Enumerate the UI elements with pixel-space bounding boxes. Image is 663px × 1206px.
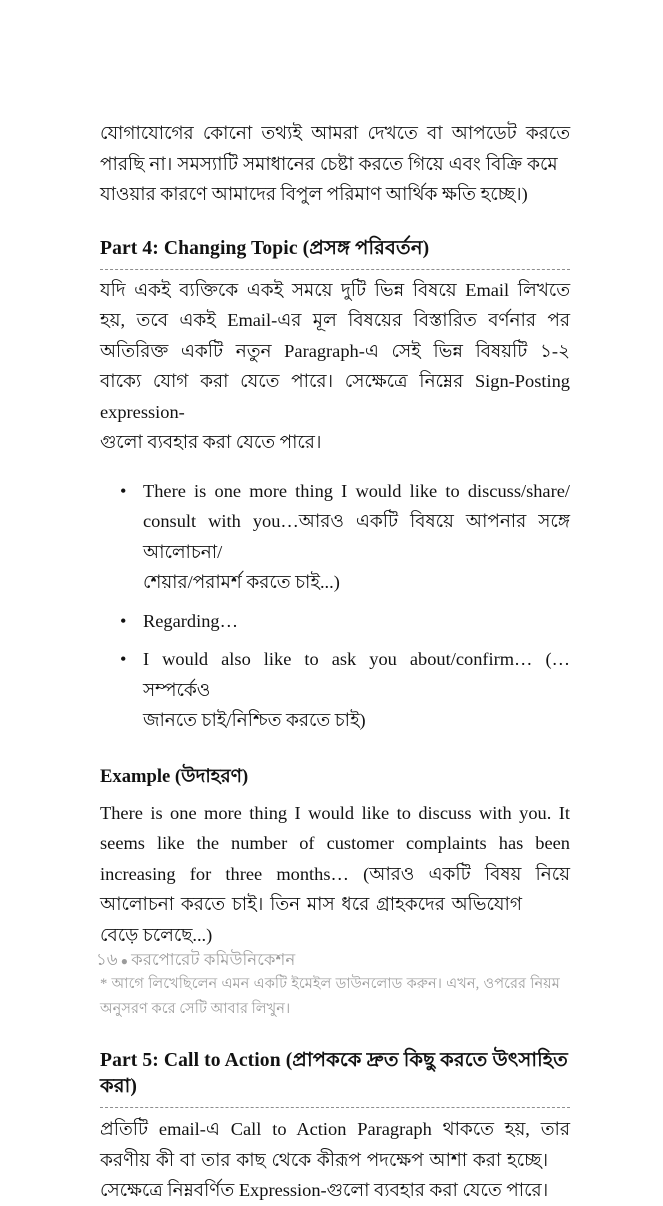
bullet-1-line-3: শেয়ার/পরামর্শ করতে চাই...)	[143, 572, 340, 592]
footnote-line-1: * আগে লিখেছিলেন এমন একটি ইমেইল ডাউনলোড করুন। এখন, ওপরের নিয়ম	[100, 976, 560, 992]
part-4-line-3: একটি নতুন Paragraph-এ সেই ভিন্ন বিষয়টি ১-২ বাক্যে যোগ	[100, 340, 570, 391]
part-5-line-1: প্রতিটি email-এ Call to Action Paragraph থাকতে হয়, তার	[100, 1119, 570, 1139]
list-item	[120, 476, 570, 598]
list-item	[120, 606, 570, 637]
part-5-heading-bengali: (প্রাপককে দ্রুত কিছু করতে উৎসাহিত করা)	[100, 1050, 568, 1097]
bullet-icon: •	[120, 480, 127, 501]
page-footer	[96, 949, 295, 972]
part-5-paragraph	[100, 1114, 570, 1206]
part-4-heading-english: Part 4: Changing Topic	[100, 237, 303, 259]
example-line-3: has been increasing for three months… (আরও একটি বিষয়	[100, 833, 570, 884]
example-heading	[100, 764, 570, 789]
footnote-text	[100, 972, 570, 1022]
part-4-line-5: গুলো ব্যবহার করা যেতে পারে।	[100, 432, 322, 452]
bullet-2-line-1: Regarding…	[143, 610, 238, 631]
example-heading-english: Example	[100, 765, 175, 787]
example-line-4: নিয়ে আলোচনা করতে চাই। তিন মাস ধরে গ্রাহকদের অভিযোগ	[100, 863, 570, 914]
part-5-line-2: করণীয় কী বা তার কাছ থেকে কীরূপ পদক্ষেপ আশা করা হচ্ছে।	[100, 1149, 549, 1170]
intro-paragraph	[100, 118, 570, 210]
list-item	[120, 644, 570, 736]
footer-book-title: করপোরেট কমিউনিকেশন	[131, 949, 296, 969]
intro-line-2: পারছি না। সমস্যাটি সমাধানের চেষ্টা করতে গিয়ে এবং বিক্রি কমে	[100, 153, 558, 174]
part-5-line-3: সেক্ষেত্রে নিম্নবর্ণিত Expression-গুলো ব্যবহার করা যেতে পারে।	[100, 1180, 549, 1200]
section-heading-part-4	[100, 236, 570, 270]
part-4-line-1: যদি একই ব্যক্তিকে একই সময়ে দুটি ভিন্ন বিষয়ে Email লিখতে হয়,	[100, 279, 570, 330]
bullet-icon: •	[120, 610, 127, 631]
example-line-2: you. It seems like the number of customer complaints	[100, 802, 570, 853]
bullet-3-line-1: I would also like to ask you about/confirm… (… সম্পর্কেও	[143, 649, 570, 700]
footnote-line-2: অনুসরণ করে সেটি আবার লিখুন।	[100, 1001, 291, 1017]
part-4-paragraph	[100, 275, 570, 458]
section-heading-part-5	[100, 1048, 570, 1108]
intro-line-3: যাওয়ার কারণে আমাদের বিপুল পরিমাণ আর্থিক ক্ষতি হচ্ছে।)	[100, 184, 528, 204]
footer-page-number: ১৬	[96, 949, 118, 969]
bullet-1-line-2: consult with you…আরও একটি বিষয়ে আপনার সঙ্গে আলোচনা/	[143, 511, 570, 562]
sign-posting-bullet-list	[100, 476, 570, 736]
part-4-line-2: তবে একই Email-এর মূল বিষয়ের বিস্তারিত বর্ণনার পর অতিরিক্ত	[100, 310, 571, 361]
example-line-5: বেড়ে চলেছে...)	[100, 924, 213, 945]
part-5-heading-english: Part 5: Call to Action	[100, 1050, 286, 1071]
part-4-heading-bengali: (প্রসঙ্গ পরিবর্তন)	[302, 237, 430, 259]
example-paragraph	[100, 798, 570, 951]
bullet-3-line-2: জানতে চাই/নিশ্চিত করতে চাই)	[143, 710, 366, 730]
bullet-1-line-1: There is one more thing I would like to discuss/share/	[143, 480, 570, 501]
intro-line-1: যোগাযোগের কোনো তথ্যই আমরা দেখতে বা আপডেট করতে	[100, 123, 570, 143]
example-line-1: There is one more thing I would like to discuss with	[100, 802, 512, 823]
footer-separator-icon: ●	[120, 954, 129, 968]
part-4-line-4: করা যেতে পারে। সেক্ষেত্রে নিম্নের Sign-Posting expression-	[100, 371, 570, 422]
bullet-icon: •	[120, 649, 127, 669]
example-heading-bengali: (উদাহরণ)	[174, 765, 249, 787]
